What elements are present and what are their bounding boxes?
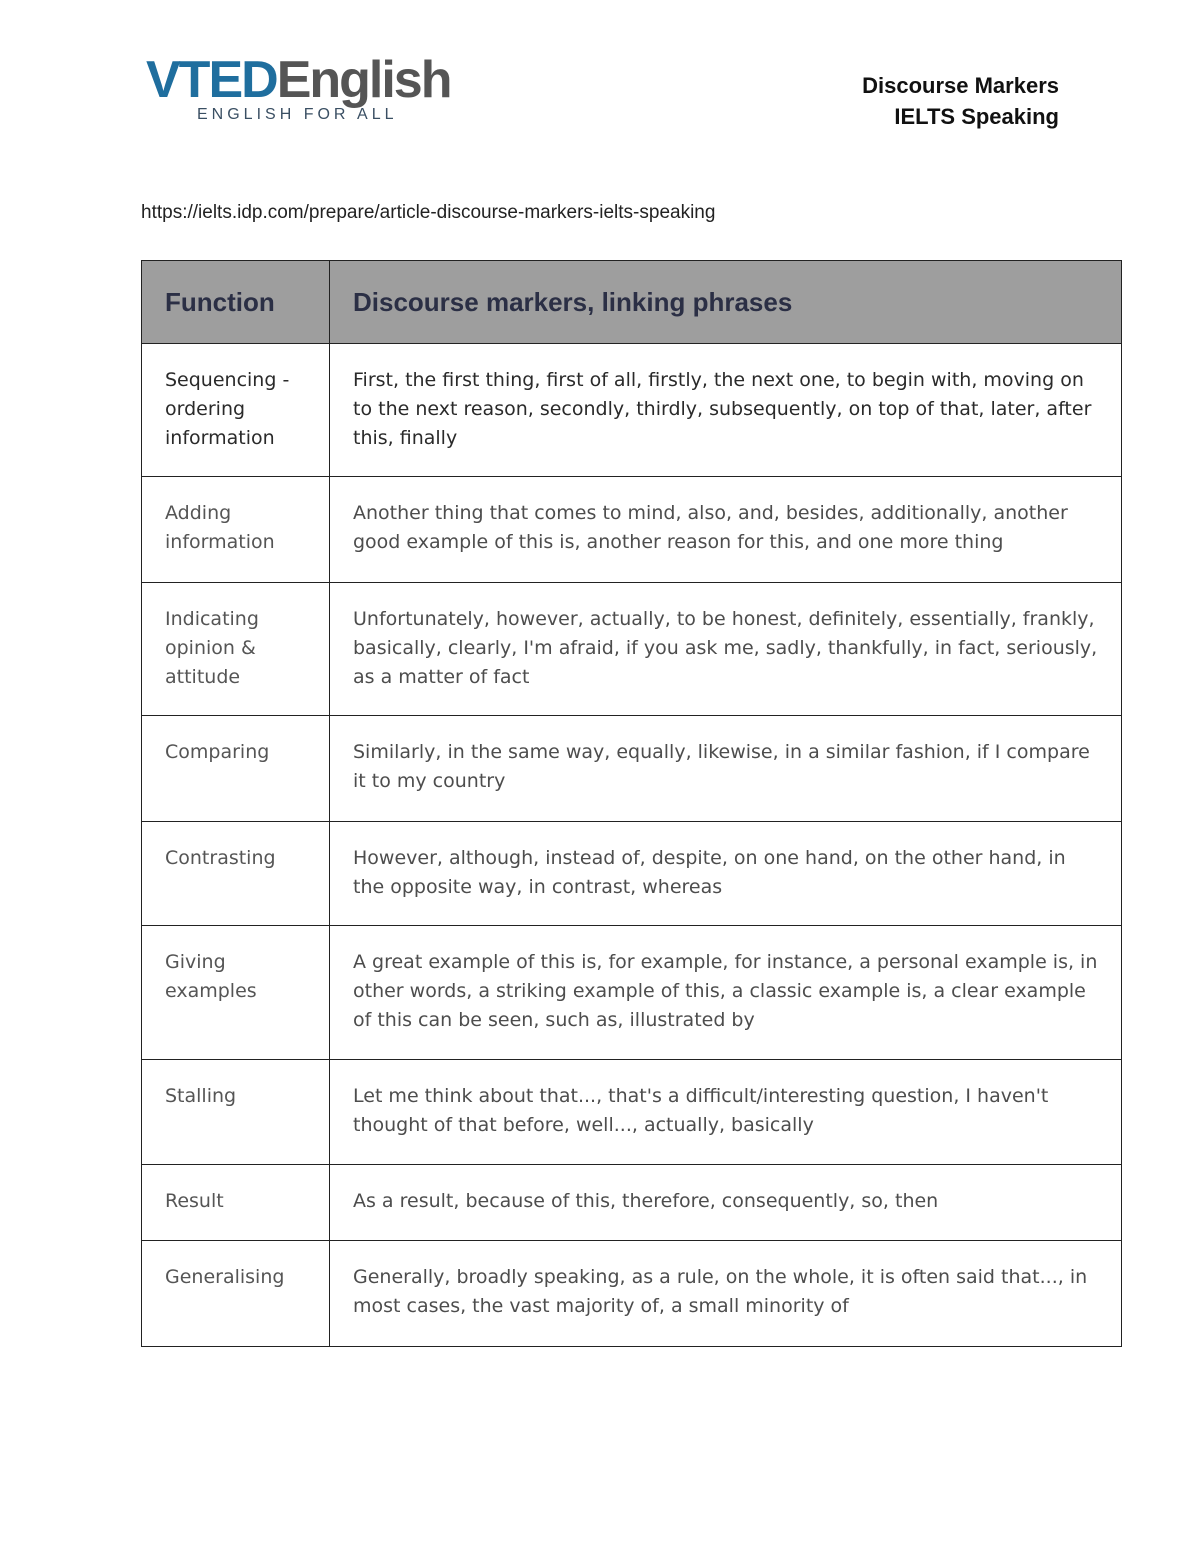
table-row [142, 1165, 1122, 1241]
function-cell: Indicating opinion & attitude [142, 583, 330, 716]
markers-cell: Unfortunately, however, actually, to be honest, definitely, essentially, frankly, basically, clearly, I'm afraid, if you ask me, sadly, thankfully, in fact, seriously, as a matter of fact [330, 583, 1122, 716]
table-row [142, 926, 1122, 1060]
title-line-2: IELTS Speaking [894, 104, 1059, 129]
markers-cell: Similarly, in the same way, equally, likewise, in a similar fashion, if I compare it to my country [330, 716, 1122, 822]
function-cell: Stalling [142, 1060, 330, 1165]
function-cell: Generalising [142, 1241, 330, 1347]
logo-tagline: ENGLISH FOR ALL [197, 106, 398, 123]
table-row [142, 477, 1122, 583]
markers-cell: First, the first thing, first of all, firstly, the next one, to begin with, moving on to the next reason, secondly, thirdly, subsequently, on top of that, later, after this, finally [330, 344, 1122, 477]
markers-cell: Generally, broadly speaking, as a rule, on the whole, it is often said that..., in most cases, the vast majority of, a small minority of [330, 1241, 1122, 1347]
discourse-markers-table [141, 260, 1122, 1347]
table-row [142, 822, 1122, 926]
function-cell: Contrasting [142, 822, 330, 926]
column-header-function: Function [142, 261, 330, 344]
function-cell: Giving examples [142, 926, 330, 1060]
table-header-row [142, 261, 1122, 344]
function-cell: Adding information [142, 477, 330, 583]
logo-vted-text: VTED [146, 51, 277, 109]
markers-cell: However, although, instead of, despite, on one hand, on the other hand, in the opposite way, in contrast, whereas [330, 822, 1122, 926]
column-header-markers: Discourse markers, linking phrases [330, 261, 1122, 344]
vted-english-logo [146, 50, 456, 130]
markers-cell: A great example of this is, for example, for instance, a personal example is, in other words, a striking example of this, a classic example is, a clear example of this can be seen, such as, illustrated by [330, 926, 1122, 1060]
source-url: https://ielts.idp.com/prepare/article-discourse-markers-ielts-speaking [141, 202, 716, 223]
table-row [142, 583, 1122, 716]
function-cell: Sequencing - ordering information [142, 344, 330, 477]
markers-cell: As a result, because of this, therefore, consequently, so, then [330, 1165, 1122, 1241]
table-row [142, 1241, 1122, 1347]
logo-wordmark [146, 50, 450, 110]
function-cell: Comparing [142, 716, 330, 822]
document-title [862, 70, 1059, 132]
title-line-1: Discourse Markers [862, 73, 1059, 98]
markers-cell: Another thing that comes to mind, also, and, besides, additionally, another good example of this is, another reason for this, and one more thing [330, 477, 1122, 583]
table-row [142, 716, 1122, 822]
logo-english-text: English [276, 51, 451, 109]
table-row [142, 344, 1122, 477]
function-cell: Result [142, 1165, 330, 1241]
table-row [142, 1060, 1122, 1165]
markers-cell: Let me think about that..., that's a difficult/interesting question, I haven't thought of that before, well..., actually, basically [330, 1060, 1122, 1165]
